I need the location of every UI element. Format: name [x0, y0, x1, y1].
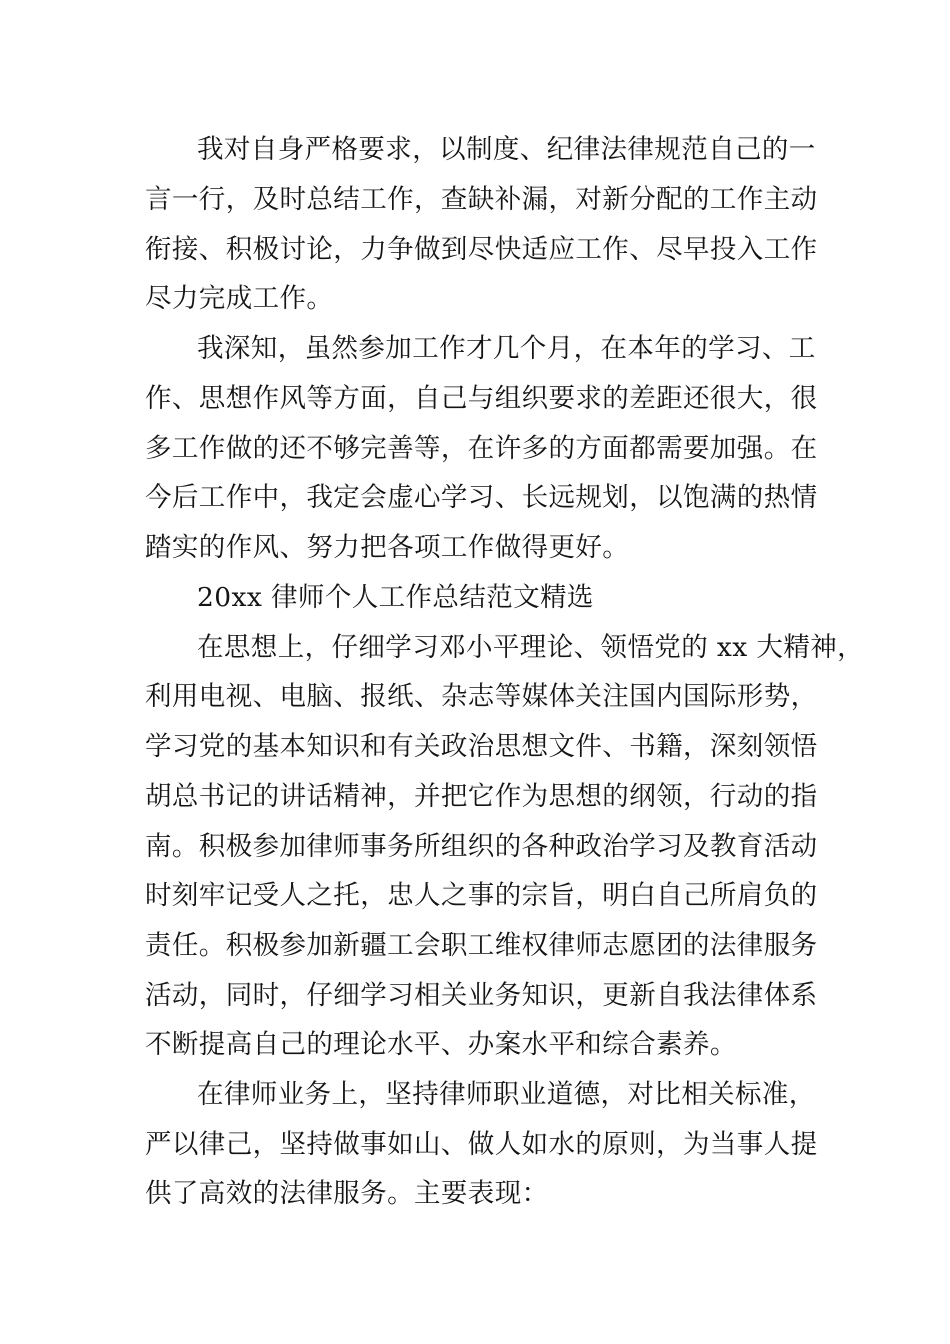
paragraph-line: 多工作做的还不够完善等，在许多的方面都需要加强。在: [145, 433, 818, 464]
paragraph-line: 南。积极参加律师事务所组织的各种政治学习及教育活动: [145, 831, 818, 862]
paragraph-line: 言一行，及时总结工作，查缺补漏，对新分配的工作主动: [145, 184, 818, 215]
paragraph-line: 今后工作中，我定会虚心学习、长远规划，以饱满的热情: [145, 482, 818, 513]
paragraph-line: 责任。积极参加新疆工会职工维权律师志愿团的法律服务: [145, 930, 818, 961]
paragraph-line: 我深知，虽然参加工作才几个月，在本年的学习、工: [197, 333, 816, 364]
section-heading: 20xx 律师个人工作总结范文精选: [197, 582, 594, 613]
paragraph-line: 作、思想作风等方面，自己与组织要求的差距还很大，很: [145, 383, 818, 414]
paragraph-line: 我对自身严格要求，以制度、纪律法律规范自己的一: [197, 134, 816, 165]
paragraph-line: 利用电视、电脑、报纸、杂志等媒体关注国内国际形势，: [145, 681, 818, 712]
paragraph-line: 踏实的作风、努力把各项工作做得更好。: [145, 532, 630, 563]
paragraph-line: 供了高效的法律服务。主要表现：: [145, 1178, 549, 1209]
paragraph-line: 尽力完成工作。: [145, 283, 334, 314]
paragraph-line: 胡总书记的讲话精神，并把它作为思想的纲领，行动的指: [145, 781, 818, 812]
paragraph-line: 活动，同时，仔细学习相关业务知识，更新自我法律体系: [145, 980, 818, 1011]
paragraph-line: 严以律己，坚持做事如山、做人如水的原则，为当事人提: [145, 1129, 818, 1160]
paragraph-line: 不断提高自己的理论水平、办案水平和综合素养。: [145, 1029, 737, 1060]
paragraph-line: 在思想上，仔细学习邓小平理论、领悟党的 xx 大精神，: [197, 632, 865, 663]
paragraph-line: 时刻牢记受人之托，忠人之事的宗旨，明白自己所肩负的: [145, 880, 818, 911]
paragraph-line: 在律师业务上，坚持律师职业道德，对比相关标准，: [197, 1079, 816, 1110]
paragraph-line: 衔接、积极讨论，力争做到尽快适应工作、尽早投入工作: [145, 234, 818, 265]
paragraph-line: 学习党的基本知识和有关政治思想文件、书籍，深刻领悟: [145, 731, 818, 762]
